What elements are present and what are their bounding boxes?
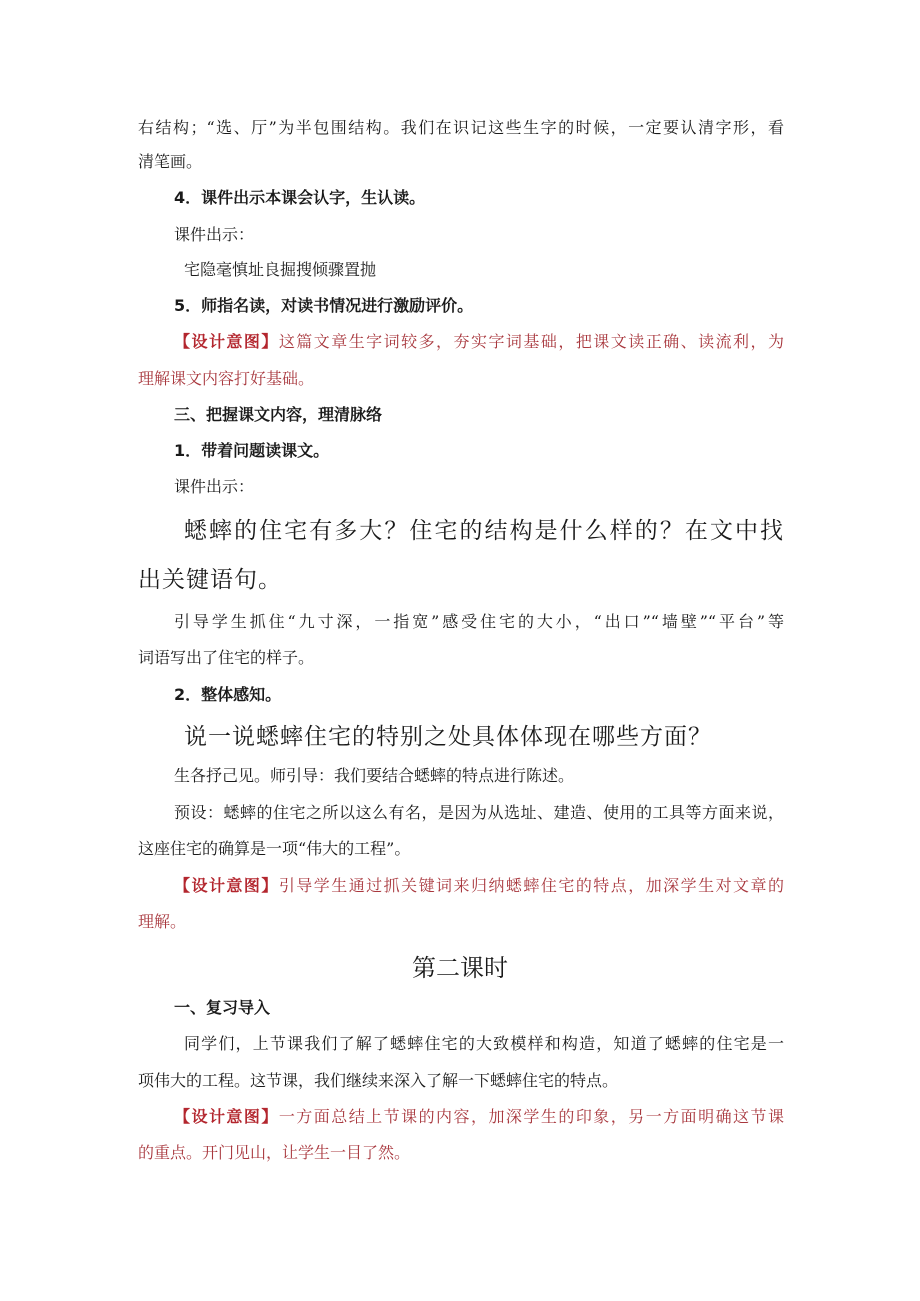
design-intent-tag: 【设计意图】 xyxy=(174,1107,279,1126)
question-line: 出关键语句。 xyxy=(138,567,282,593)
design-intent-tag: 【设计意图】 xyxy=(174,876,279,895)
design-intent-line xyxy=(174,1107,784,1127)
paragraph-line: 清笔画。 xyxy=(138,152,203,171)
question-line: 说一说蟋蟀住宅的特别之处具体体现在哪些方面？ xyxy=(184,724,712,750)
design-intent-text: 一方面总结上节课的内容，加深学生的印象，另一方面明确这节课 xyxy=(278,1107,784,1126)
paragraph-line: 右结构；“选、厅”为半包围结构。我们在识记这些生字的时候，一定要认清字形，看 xyxy=(138,118,784,137)
design-intent-line: 的重点。开门见山，让学生一目了然。 xyxy=(138,1143,411,1162)
paragraph-line: 词语写出了住宅的样子。 xyxy=(138,648,315,667)
design-intent-text: 引导学生通过抓关键词来归纳蟋蟀住宅的特点，加深学生对文章的 xyxy=(278,876,784,895)
paragraph-line: 引导学生抓住“九寸深，一指宽”感受住宅的大小，“出口”“墙壁”“平台”等 xyxy=(174,612,784,631)
question-line: 蟋蟀的住宅有多大？住宅的结构是什么样的？在文中找 xyxy=(184,518,784,544)
paragraph-line: 同学们，上节课我们了解了蟋蟀住宅的大致模样和构造，知道了蟋蟀的住宅是一 xyxy=(184,1034,784,1053)
step-heading: 5．师指名读，对读书情况进行激励评价。 xyxy=(174,296,474,315)
paragraph-line: 课件出示： xyxy=(174,477,255,496)
step-heading: 4．课件出示本课会认字，生认读。 xyxy=(174,188,426,207)
paragraph-line: 预设：蟋蟀的住宅之所以这么有名，是因为从选址、建造、使用的工具等方面来说， xyxy=(174,803,784,822)
design-intent-line xyxy=(174,332,784,352)
design-intent-tag: 【设计意图】 xyxy=(174,332,279,351)
paragraph-line: 这座住宅的确算是一项“伟大的工程”。 xyxy=(138,839,411,858)
design-intent-line: 理解。 xyxy=(138,912,187,931)
step-heading: 1．带着问题读课文。 xyxy=(174,441,330,460)
paragraph-line: 项伟大的工程。这节课，我们继续来深入了解一下蟋蟀住宅的特点。 xyxy=(138,1071,619,1090)
design-intent-line: 理解课文内容打好基础。 xyxy=(138,369,315,388)
lesson-title: 第二课时 xyxy=(412,954,508,982)
section-heading: 一、复习导入 xyxy=(174,998,271,1017)
paragraph-line: 生各抒己见。师引导：我们要结合蟋蟀的特点进行陈述。 xyxy=(174,766,575,785)
section-heading: 三、把握课文内容，理清脉络 xyxy=(174,405,383,424)
paragraph-line: 课件出示： xyxy=(174,225,255,244)
design-intent-line xyxy=(174,876,784,896)
design-intent-text: 这篇文章生字词较多，夯实字词基础，把课文读正确、读流利，为 xyxy=(278,332,784,351)
vocab-list: 宅隐毫慎址良掘搜倾骤置抛 xyxy=(184,260,377,279)
step-heading: 2．整体感知。 xyxy=(174,685,282,704)
